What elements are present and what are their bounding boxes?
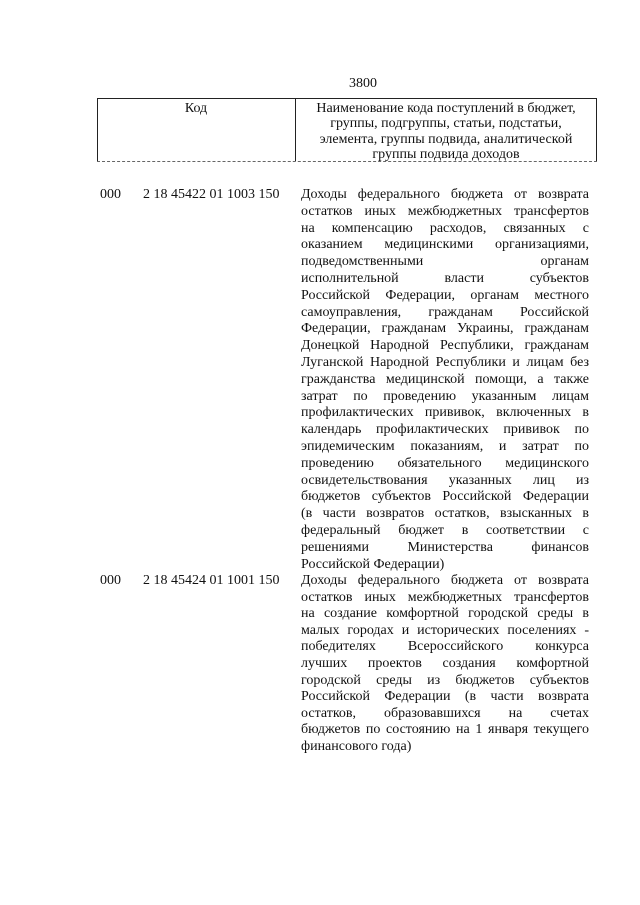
row-name-line: исполнительной власти субъектов xyxy=(301,270,589,286)
header-code-label: Код xyxy=(184,101,208,116)
header-name-line: Наименование кода поступлений в бюджет, xyxy=(316,101,576,116)
row-name-line: Доходы федерального бюджета от возврата xyxy=(301,573,589,588)
row-name-line: оказанием медицинскими организациями, xyxy=(301,237,589,253)
row-budget-code: 2 18 45422 01 1003 150 xyxy=(143,187,280,202)
row-admin-code: 000 xyxy=(100,573,121,588)
row-name-line: затрат по проведению указанным лицам xyxy=(301,388,589,404)
row-name-line: гражданства медицинской помощи, а также xyxy=(301,371,589,387)
row-budget-code: 2 18 45424 01 1001 150 xyxy=(143,573,280,588)
table-header xyxy=(97,98,597,162)
row-name-line: Донецкой Народной Республики, гражданам xyxy=(301,338,589,354)
row-name xyxy=(301,187,589,573)
header-name-line: группы, подгруппы, статьи, подстатьи, xyxy=(330,116,562,132)
row-name-line: малых городах и исторических поселениях - xyxy=(301,622,589,638)
row-name-line: Российской Федерации (в части возврата xyxy=(301,689,589,705)
row-name-line: подведомственными органам xyxy=(301,254,589,270)
row-name-line: Луганской Народной Республики и лицам без xyxy=(301,354,589,370)
row-name-line: финансового года) xyxy=(301,738,412,754)
row-name-line: Доходы федерального бюджета от возврата xyxy=(301,187,589,202)
row-name-line: Российской Федерации) xyxy=(301,556,445,572)
row-name-line: на создание комфортной городской среды в xyxy=(301,606,589,622)
row-name-line: (в части возвратов остатков, взысканных в xyxy=(301,506,589,522)
header-right-border xyxy=(596,99,597,161)
row-name-line: на компенсацию расходов, связанных с xyxy=(301,220,589,236)
header-name-label xyxy=(301,101,591,163)
row-name-line: остатков иных межбюджетных трансфертов xyxy=(301,203,589,219)
row-name-line: бюджетов субъектов Российской Федерации xyxy=(301,489,589,505)
row-name-line: остатков иных межбюджетных трансфертов xyxy=(301,589,589,605)
row-name-line: проведению обязательного медицинского xyxy=(301,455,589,471)
row-name-line: эпидемическим показаниям, и затрат по xyxy=(301,438,589,454)
row-name-line: остатков, образовавшихся на счетах xyxy=(301,705,589,721)
header-column-divider xyxy=(295,99,296,161)
row-name-line: Российской Федерации, органам местного xyxy=(301,287,589,303)
row-name-line: лучших проектов создания комфортной xyxy=(301,655,589,671)
row-name-line: самоуправления, гражданам Российской xyxy=(301,304,589,320)
row-name xyxy=(301,573,589,756)
row-name-line: решениями Министерства финансов xyxy=(301,539,589,555)
row-name-line: городской среды из бюджетов субъектов xyxy=(301,672,589,688)
row-admin-code: 000 xyxy=(100,187,121,202)
row-name-line: календарь профилактических прививок по xyxy=(301,422,589,438)
row-name-line: Федерации, гражданам Украины, гражданам xyxy=(301,321,589,337)
page-number: 3800 xyxy=(349,76,377,91)
row-name-line: профилактических прививок, включенных в xyxy=(301,405,589,421)
header-name-line: элемента, группы подвида, аналитической xyxy=(319,131,573,147)
header-name-line: группы подвида доходов xyxy=(372,147,520,163)
row-name-line: победителях Всероссийского конкурса xyxy=(301,639,589,655)
row-name-line: федеральный бюджет в соответствии с xyxy=(301,522,589,538)
row-name-line: бюджетов по состоянию на 1 января текущего xyxy=(301,722,589,738)
row-name-line: освидетельствования указанных лиц из xyxy=(301,472,589,488)
